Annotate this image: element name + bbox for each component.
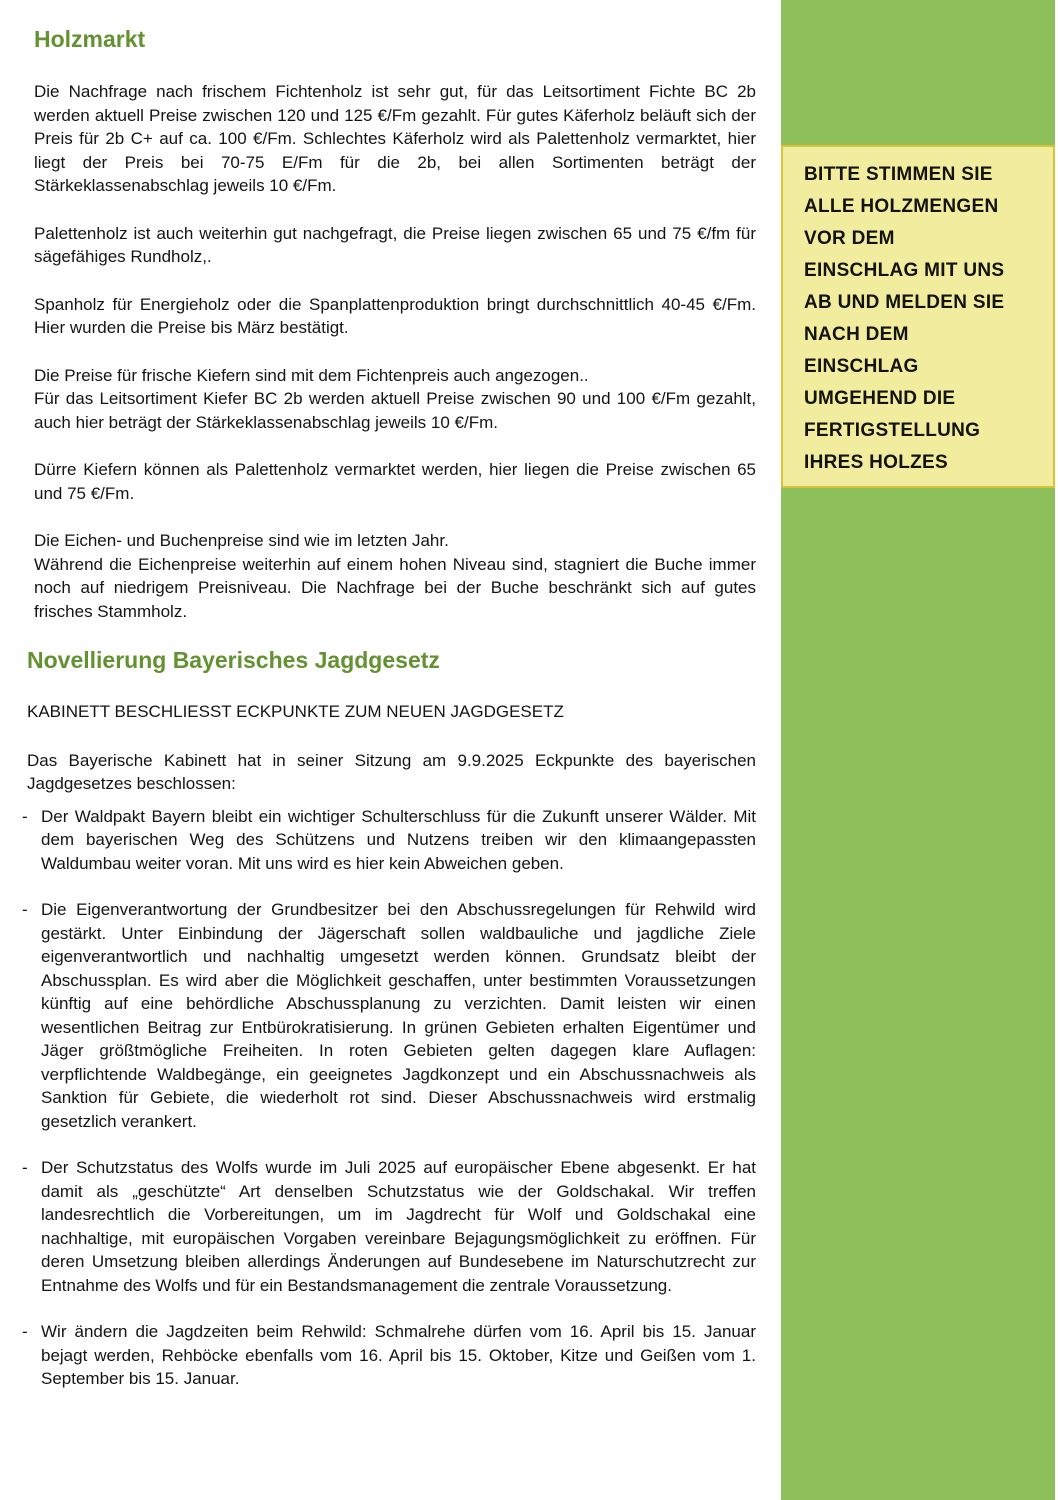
paragraph-eichen-buchen: Während die Eichenpreise weiterhin auf einem hohen Niveau sind, stagniert die Buche immer noch auf niedrigem Preisniveau. Die Nachfrage bei der Buche beschränkt sich auf gutes frisches Stammholz. xyxy=(34,554,756,621)
bullet-marker: - xyxy=(22,1158,28,1177)
bullet-item-eigenverantwortung xyxy=(22,898,756,1133)
callout-line: FERTIGSTELLUNG xyxy=(804,420,981,441)
content-column xyxy=(22,26,756,1391)
callout-line: IHRES HOLZES xyxy=(804,452,949,473)
paragraph-duerre-kiefern: Dürre Kiefern können als Palettenholz vermarktet werden, hier liegen die Preise zwischen 65 und 75 €/Fm. xyxy=(34,460,756,503)
bullet-marker: - xyxy=(22,900,28,919)
section-holzmarkt xyxy=(27,26,756,623)
bullet-marker: - xyxy=(22,1322,28,1341)
section-jagdgesetz xyxy=(22,647,756,1391)
callout-box xyxy=(781,145,1055,488)
paragraph-kiefern-intro: Die Preise für frische Kiefern sind mit dem Fichtenpreis auch angezogen.. xyxy=(34,365,589,385)
paragraph-spanholz: Spanholz für Energieholz oder die Spanplattenproduktion bringt durchschnittlich 40-45 €/Fm. Hier wurden die Preise bis März bestätigt. xyxy=(34,294,756,337)
callout-line: NACH DEM xyxy=(804,324,909,345)
callout-line: ALLE HOLZMENGEN xyxy=(804,196,999,217)
bullet-list xyxy=(22,805,756,1391)
callout-line: BITTE STIMMEN SIE xyxy=(804,164,993,185)
kicker-kabinett: KABINETT BESCHLIESST ECKPUNKTE ZUM NEUEN JAGDGESETZ xyxy=(27,702,564,721)
paragraph-eichen-buchen-intro: Die Eichen- und Buchenpreise sind wie im letzten Jahr. xyxy=(34,531,449,550)
bullet-text-wolf: Der Schutzstatus des Wolfs wurde im Juli 2025 auf europäischer Ebene abgesenkt. Er hat damit als „geschützte“ Art denselben Schutzstatus wie der Goldschakal. Wir treffen landesrechtlich die Vorbereitungen, um im Jagdrecht für Wolf und Goldschakal eine nachhaltige, mit europäischen Vorgaben vereinbare Bejagungsmöglichkeit zu eröffnen. Für deren Umsetzung bleiben allerdings Änderungen auf Bundesebene im Naturschutzrecht zur Entnahme des Wolfs und für ein Bestandsmanagement die zentrale Voraussetzung. xyxy=(41,1158,756,1295)
bullet-item-jagdzeiten xyxy=(22,1320,756,1391)
bullet-text-jagdzeiten: Wir ändern die Jagdzeiten beim Rehwild: Schmalrehe dürfen vom 16. April bis 15. Januar bejagt werden, Rehböcke ebenfalls vom 16. April bis 15. Oktober, Kitze und Geißen vom 1. September bis 15. Januar. xyxy=(41,1322,756,1388)
bullet-text-waldpakt: Der Waldpakt Bayern bleibt ein wichtiger Schulterschluss für die Zukunft unserer Wälder. Mit dem bayerischen Weg des Schützens und Nutzens treiben wir den klimaangepassten Waldumbau weiter voran. Mit uns wird es hier kein Abweichen geben. xyxy=(41,806,756,873)
bullet-text-eigenverantwortung: Die Eigenverantwortung der Grundbesitzer bei den Abschussregelungen für Rehwild wird gestärkt. Unter Einbindung der Jägerschaft sollen waldbauliche und jagdliche Ziele eigenverantwortlich und nachhaltig umgesetzt werden können. Grundsatz bleibt der Abschussplan. Es wird aber die Möglichkeit geschaffen, unter bestimmten Voraussetzungen künftig auf eine behördliche Abschussplanung zu verzichten. Damit leisten wir einen wesentlichen Beitrag zur Entbürokratisierung. In grünen Gebieten erhalten Eigentümer und Jäger größtmögliche Freiheiten. In roten Gebieten gelten dagegen klare Auflagen: verpflichtende Waldbegänge, ein geeignetes Jagdkonzept und ein Abschussnachweis als Sanktion für Gebiete, die wiederholt rot sind. Dieser Abschussnachweis wird erstmalig gesetzlich verankert. xyxy=(41,900,756,1131)
paragraph-fichtenholz: Die Nachfrage nach frischem Fichtenholz ist sehr gut, für das Leitsortiment Fichte BC 2b werden aktuell Preise zwischen 120 und 125 €/Fm gezahlt. Für gutes Käferholz beläuft sich der Preis für 2b C+ auf ca. 100 €/Fm. Schlechtes Käferholz wird als Palettenholz vermarktet, hier liegt der Preis bei 70-75 E/Fm für die 2b, bei allen Sortimenten beträgt der Stärkeklassenabschlag jeweils 10 €/Fm. xyxy=(34,82,756,195)
paragraph-kabinett-intro: Das Bayerische Kabinett hat in seiner Sitzung am 9.9.2025 Eckpunkte des bayerischen Jagdgesetzes beschlossen: xyxy=(27,750,756,793)
callout-line: AB UND MELDEN SIE xyxy=(804,292,1005,313)
paragraph-palettenholz: Palettenholz ist auch weiterhin gut nachgefragt, die Preise liegen zwischen 65 und 75 €/fm für sägefähiges Rundholz,. xyxy=(34,223,756,266)
callout-line: EINSCHLAG xyxy=(804,356,919,377)
callout-line: EINSCHLAG MIT UNS xyxy=(804,260,1005,281)
paragraph-kiefern-preise: Für das Leitsortiment Kiefer BC 2b werden aktuell Preise zwischen 90 und 100 €/Fm gezahlt, auch hier beträgt der Stärkeklassenabschlag jeweils 10 €/Fm. xyxy=(34,389,756,432)
section-title-holzmarkt: Holzmarkt xyxy=(34,26,146,52)
bullet-item-waldpakt xyxy=(22,805,756,876)
bullet-item-wolf xyxy=(22,1156,756,1297)
bullet-marker: - xyxy=(22,806,28,826)
callout-line: VOR DEM xyxy=(804,228,895,249)
section-title-jagdgesetz: Novellierung Bayerisches Jagdgesetz xyxy=(27,647,440,673)
callout-line: UMGEHEND DIE xyxy=(804,388,956,409)
